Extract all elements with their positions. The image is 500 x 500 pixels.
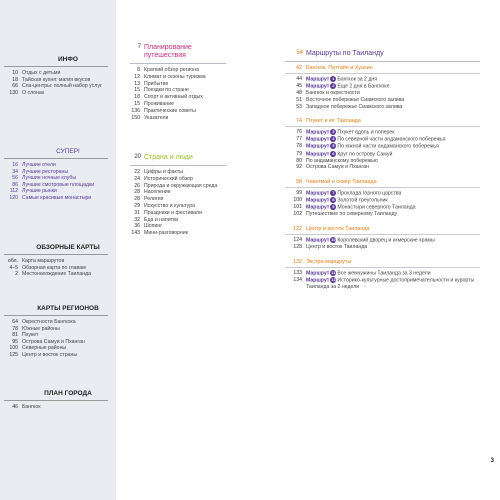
toc-entry-super[interactable] (0, 175, 110, 182)
toc-entry-planning[interactable] (130, 94, 226, 101)
toc-entry-city[interactable] (0, 404, 110, 411)
route-entry-text (306, 83, 480, 90)
toc-entry-info[interactable] (0, 90, 110, 97)
entry-label: Центр и восток страны (22, 351, 78, 358)
route-label: Маршрут (306, 204, 330, 211)
info-section (0, 56, 110, 96)
entry-label: Тайская кухня: магия вкусов (22, 76, 91, 83)
page-ref: 77 (296, 136, 302, 143)
page-ref: 79 (296, 150, 302, 157)
entry-label: Отдых с детьми (22, 70, 61, 76)
routes-title: Маршруты по Таиланду (306, 50, 384, 57)
route-entry[interactable] (285, 277, 480, 291)
toc-entry-info[interactable] (0, 70, 110, 77)
route-number-badge: 1 (332, 76, 335, 81)
route-entry[interactable] (285, 83, 480, 90)
entry-label: Природа и окружающая среда (144, 182, 218, 189)
country-section (130, 154, 226, 237)
entry-label: Религия (144, 196, 164, 203)
route-entry-text (306, 143, 480, 150)
route-label: Маршрут (306, 190, 330, 197)
planning-heading[interactable] (130, 44, 226, 64)
route-number-badge: 10 (331, 236, 336, 242)
route-entry[interactable] (285, 143, 480, 150)
page-ref: 44 (296, 76, 302, 82)
route-entry[interactable] (285, 270, 480, 277)
route-entry-label: Бангкок за 2 дня (337, 76, 378, 83)
route-label: Маршрут (306, 136, 330, 143)
page-ref: 15 (134, 87, 140, 94)
route-group-title: Бангкок, Паттайя и Хуахин (306, 65, 373, 71)
route-entry[interactable] (285, 204, 480, 211)
route-entry-text (306, 211, 480, 218)
overview-maps-section (0, 244, 110, 278)
entry-label: Лучшие ночные клубы (22, 175, 77, 182)
toc-entry-country[interactable] (130, 176, 226, 183)
page-ref: 24 (134, 175, 140, 182)
route-entry-text (306, 104, 480, 111)
toc-entry-super[interactable] (0, 195, 110, 202)
route-entry[interactable] (285, 151, 480, 158)
route-entry-text (306, 129, 480, 136)
entry-label: Северные районы (22, 345, 67, 352)
page-ref: 132 (293, 258, 302, 265)
toc-entry-country[interactable] (130, 169, 226, 176)
page-ref: 46 (12, 404, 18, 410)
entry-label: Мини-разговорник (144, 230, 188, 237)
toc-entry-maps[interactable] (0, 265, 110, 272)
toc-entry-regions[interactable] (0, 319, 110, 326)
routes-page: 54 (296, 50, 303, 56)
route-entry-text (306, 158, 480, 165)
page-ref: 2 (15, 271, 18, 278)
route-label: Маршрут (306, 197, 330, 204)
route-label: Маршрут (306, 237, 330, 244)
route-number-badge: 7 (332, 189, 335, 195)
route-entry-text (306, 204, 480, 211)
route-group (285, 226, 480, 251)
route-entry[interactable] (285, 158, 480, 165)
route-group-heading[interactable] (285, 179, 480, 188)
route-group-title: Чиангмай и север Таиланда (306, 178, 377, 185)
toc-entry-info[interactable] (0, 83, 110, 90)
route-entry[interactable] (285, 129, 480, 136)
entry-label: Искусство и культура (144, 202, 195, 209)
toc-entry-country[interactable] (130, 196, 226, 203)
page-ref: 74 (296, 118, 302, 125)
page-ref: 100 (9, 345, 18, 352)
entry-label: Поездки по стране (144, 87, 189, 94)
route-entry[interactable] (285, 211, 480, 218)
page-ref: 78 (296, 143, 302, 150)
page-number: 3 (490, 458, 494, 464)
route-number-badge: 8 (332, 197, 335, 203)
region-maps-section (0, 305, 110, 359)
route-entry[interactable] (285, 90, 480, 97)
page-ref: 101 (293, 204, 302, 211)
page-ref: 100 (293, 197, 302, 204)
page-ref: 48 (296, 90, 302, 97)
route-entry-text (306, 277, 480, 291)
toc-entry-planning[interactable] (130, 108, 226, 115)
entry-label: Климат и сезоны туризма (144, 73, 206, 80)
route-entry-text (306, 164, 480, 171)
toc-entry-country[interactable] (130, 183, 226, 190)
route-entry-text (306, 244, 480, 251)
page-ref: 125 (9, 351, 18, 358)
entry-label: Бангкок (22, 404, 41, 410)
route-entry-text (306, 97, 480, 104)
page-ref: 130 (9, 89, 18, 96)
route-entry-text (306, 190, 480, 197)
toc-entry-maps[interactable] (0, 271, 110, 278)
route-group-title: Центр и восток Таиланда (306, 225, 370, 232)
entry-label: Карта маршрутов (22, 258, 65, 264)
route-entry-text (306, 151, 480, 158)
city-plan-title: ПЛАН ГОРОДА (44, 390, 92, 397)
page-ref: 136 (131, 107, 140, 114)
toc-entry-super[interactable] (0, 169, 110, 176)
page-ref: 64 (12, 319, 18, 325)
page-ref: 36 (134, 223, 140, 230)
route-entry-label: Восточное побережье Сиамского залива (306, 96, 405, 103)
divider (4, 400, 108, 401)
page-ref: 122 (293, 225, 302, 232)
entry-label: Острова Самуи и Пханган (22, 338, 85, 345)
route-number-badge: 12 (331, 276, 336, 282)
route-entry-text (306, 197, 480, 204)
route-entry[interactable] (285, 76, 480, 83)
page-ref: 29 (134, 202, 140, 209)
toc-entry-country[interactable] (130, 217, 226, 224)
route-entry-label: Острова Самуи и Пханган (306, 164, 369, 171)
route-entry[interactable] (285, 197, 480, 204)
route-entry[interactable] (285, 136, 480, 143)
super-title: СУПЕР! (56, 148, 80, 155)
divider (4, 158, 108, 159)
page-ref: 10 (12, 70, 18, 76)
route-number-badge: 3 (332, 129, 335, 135)
page-ref: 16 (12, 162, 18, 168)
page-ref: 150 (131, 114, 140, 121)
entry-label: Южные районы (22, 325, 60, 332)
route-entry[interactable] (285, 97, 480, 104)
page-ref: 12 (134, 73, 140, 80)
route-entry-text (306, 237, 480, 244)
page-ref: 34 (12, 168, 18, 175)
route-label: Маршрут (306, 143, 330, 150)
route-group-title: Экстра-маршруты (306, 258, 352, 265)
entry-label: Окрестности Бангкока (22, 319, 76, 325)
entry-label: Исторический обзор (144, 175, 193, 182)
page-ref: 26 (134, 182, 140, 189)
page-ref: 80 (296, 157, 302, 164)
route-entry-label: Золотой треугольник (337, 197, 388, 204)
page-ref: 32 (134, 216, 140, 223)
page-ref: 18 (134, 94, 140, 101)
route-entry-label: Западное побережье Сиамского залива (306, 103, 403, 110)
route-entry[interactable] (285, 237, 480, 244)
route-group (285, 179, 480, 218)
route-group-heading[interactable] (285, 226, 480, 235)
entry-label: Цифры и факты (144, 169, 183, 175)
toc-entry-regions[interactable] (0, 352, 110, 359)
page-ref: 56 (12, 175, 18, 182)
planning-page: 7 (137, 44, 141, 50)
info-title: ИНФО (58, 56, 78, 63)
route-entry-label: Центр и восток Таиланда (306, 244, 368, 250)
page-ref: обл. (7, 258, 18, 264)
toc-entry-country[interactable] (130, 203, 226, 210)
route-entry-label: Бангкок и окрестности (306, 90, 360, 97)
entry-label: О слонах (22, 89, 45, 96)
entry-label: Спа-центры: полный набор услуг (22, 83, 102, 90)
route-group (285, 65, 480, 110)
page-ref: 31 (134, 209, 140, 216)
page-ref: 76 (296, 129, 302, 136)
route-entry-text (306, 90, 480, 97)
page-ref: 18 (12, 76, 18, 83)
route-number-badge: 4 (332, 136, 335, 142)
city-plan-section (0, 390, 110, 411)
route-group (285, 118, 480, 171)
page-ref: 133 (293, 269, 302, 276)
entry-label: Практические советы (144, 107, 196, 114)
page-ref: 28 (134, 189, 140, 196)
route-entry-label: Монастыри северного Таиланда (337, 204, 416, 211)
page-ref: 86 (12, 181, 18, 188)
country-title: Страна и люди (144, 154, 193, 161)
route-entry-label: Еще 2 дня в Бангкоке (337, 83, 390, 90)
route-label: Маршрут (306, 76, 330, 83)
toc-entry-planning[interactable] (130, 81, 226, 88)
page-ref: 102 (293, 211, 302, 218)
route-entry-label: Королевский дворец и кхмерские храмы (337, 237, 435, 244)
route-group-heading[interactable] (285, 118, 480, 127)
route-entry-label: По андаманскому побережью (306, 157, 378, 164)
toc-entry-regions[interactable] (0, 326, 110, 333)
toc-entry-country[interactable] (130, 189, 226, 196)
divider (4, 254, 108, 255)
toc-entry-planning[interactable] (130, 101, 226, 108)
route-label: Маршрут (306, 150, 330, 157)
route-label: Маршрут (306, 270, 330, 277)
route-entry-label: Пхукет вдоль и поперек (337, 129, 395, 136)
route-entry-label: Историко-культурные достопримечательности и курорты Таиланда за 2 недели (306, 277, 475, 290)
page-ref: 45 (296, 83, 302, 90)
page-ref: 95 (12, 338, 18, 345)
page-ref: 124 (293, 236, 302, 243)
route-group-heading[interactable] (285, 65, 480, 74)
toc-entry-country[interactable] (130, 210, 226, 217)
toc-entry-planning[interactable] (130, 67, 226, 74)
entry-label: Лучшие смотровые площадки (22, 181, 95, 188)
route-entry-label: Круг по острову Самуй (337, 150, 393, 157)
entry-label: Пхукет (22, 332, 39, 339)
route-entry-label: Все жемчужины Таиланда за 3 недели (337, 270, 431, 277)
page-ref: 92 (296, 164, 302, 171)
entry-label: Самые красивые монастыри (22, 194, 92, 201)
page-ref: 78 (12, 325, 18, 332)
divider (4, 315, 108, 316)
toc-entry-super[interactable] (0, 188, 110, 195)
entry-label: Краткий обзор региона (144, 67, 200, 73)
page-ref: 15 (134, 100, 140, 107)
country-page: 20 (134, 154, 141, 160)
toc-entry-regions[interactable] (0, 332, 110, 339)
toc-entry-super[interactable] (0, 182, 110, 189)
page-ref: 98 (296, 178, 302, 185)
route-entry-text (306, 136, 480, 143)
page-ref: 143 (131, 230, 140, 237)
page-ref: 134 (293, 276, 302, 283)
route-number-badge: 11 (331, 269, 336, 275)
toc-entry-super[interactable] (0, 162, 110, 169)
entry-label: Шопинг (144, 223, 163, 230)
route-entry-label: Путешествие по северному Таиланду (306, 211, 398, 218)
page-ref: 66 (12, 83, 18, 90)
overview-maps-title: ОБЗОРНЫЕ КАРТЫ (36, 244, 100, 251)
entry-label: Лучшие отели (22, 162, 56, 168)
entry-label: Обзорная карта по главам (22, 264, 86, 271)
routes-section (285, 50, 480, 291)
route-entry-text (306, 76, 480, 83)
planning-title: Планирование путешествия (144, 44, 192, 59)
entry-label: Лучшие рынки (22, 188, 57, 195)
super-section (0, 148, 110, 202)
entry-label: Население (144, 189, 171, 196)
page-ref: 22 (134, 169, 140, 175)
planning-section (130, 44, 226, 121)
entry-label: Спорт и активный отдых (144, 94, 203, 101)
toc-entry-planning[interactable] (130, 115, 226, 122)
route-group-heading[interactable] (285, 259, 480, 268)
route-entry[interactable] (285, 190, 480, 197)
page-ref: 51 (296, 96, 302, 103)
country-heading[interactable] (130, 154, 226, 166)
route-group (285, 259, 480, 291)
route-entry[interactable] (285, 164, 480, 171)
entry-label: Прибытие (144, 80, 169, 87)
routes-heading[interactable] (285, 50, 480, 62)
route-group-title: Пхукет и юг Таиланда (306, 118, 361, 125)
route-entry-label: По северной части андаманского побережья (337, 136, 446, 143)
page-ref: 8 (137, 67, 140, 73)
route-number-badge: 5 (332, 143, 335, 149)
route-label: Маршрут (306, 83, 330, 90)
page-ref: 128 (293, 244, 302, 250)
entry-label: Лучшие рестораны (22, 168, 69, 175)
route-number-badge: 6 (332, 150, 335, 156)
page-ref: 42 (296, 65, 302, 71)
route-entry[interactable] (285, 244, 480, 251)
entry-label: Проживание (144, 100, 175, 107)
page-ref: 120 (9, 194, 18, 201)
page-ref: 4–5 (9, 264, 18, 271)
region-maps-title: КАРТЫ РЕГИОНОВ (37, 305, 99, 312)
entry-label: Местонахождение Таиланда (22, 271, 92, 278)
route-number-badge: 2 (332, 83, 335, 89)
toc-entry-country[interactable] (130, 230, 226, 237)
toc-entry-planning[interactable] (130, 74, 226, 81)
entry-label: Указатели (144, 114, 169, 121)
toc-entry-country[interactable] (130, 223, 226, 230)
route-entry[interactable] (285, 104, 480, 111)
page-ref: 81 (12, 332, 18, 339)
toc-entry-regions[interactable] (0, 345, 110, 352)
entry-label: Еда и напитки (144, 216, 179, 223)
page-ref: 13 (134, 80, 140, 87)
route-label: Маршрут (306, 277, 330, 284)
page-ref: 28 (134, 196, 140, 203)
entry-label: Праздники и фестивали (144, 209, 202, 216)
divider (4, 66, 108, 67)
route-entry-text (306, 270, 480, 277)
page-ref: 99 (296, 189, 302, 196)
route-entry-label: По южной части андаманского побережья (337, 143, 439, 150)
route-number-badge: 9 (332, 204, 335, 210)
page-ref: 112 (9, 188, 18, 195)
toc-entry-maps[interactable] (0, 258, 110, 265)
route-label: Маршрут (306, 129, 330, 136)
page-ref: 53 (296, 103, 302, 110)
route-entry-label: Прохлада горного царства (337, 190, 402, 197)
